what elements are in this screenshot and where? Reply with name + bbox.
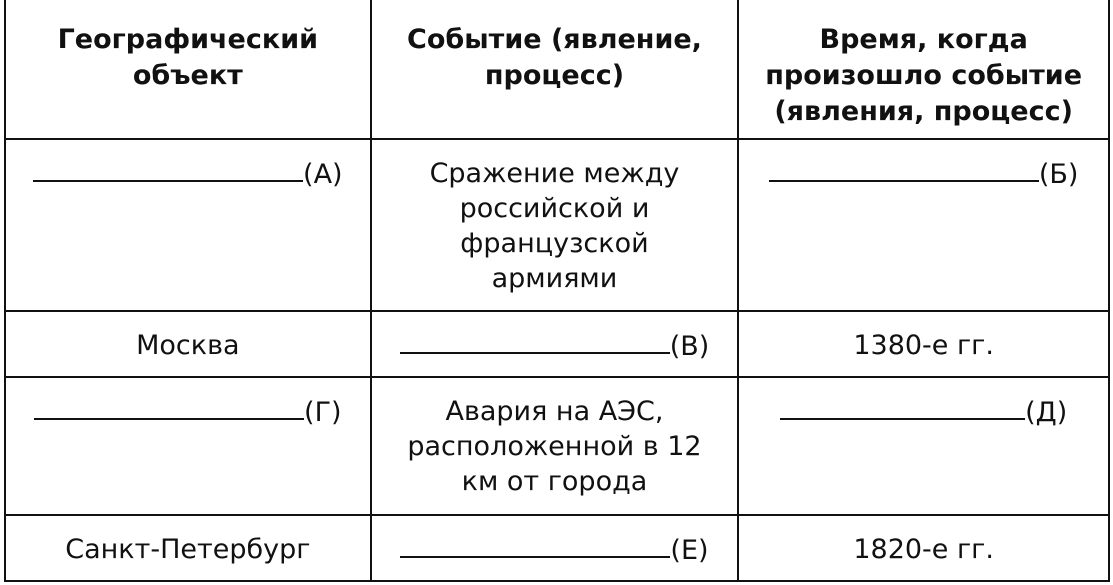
blank-field-e[interactable] — [400, 533, 708, 568]
table-row — [5, 139, 1109, 311]
cell-event-v — [371, 311, 739, 377]
events-table — [4, 0, 1110, 582]
cell-event-3 — [371, 377, 739, 515]
blank-field-a[interactable] — [33, 157, 343, 192]
blank-label-a: (А) — [303, 159, 343, 190]
header-event: Событие (явление, процесс) — [371, 0, 739, 139]
cell-time-4: 1820-е гг. — [738, 515, 1109, 581]
event-text: Авария на АЭС, расположенной в 12 км от города — [407, 396, 702, 497]
blank-label-e: (Е) — [670, 535, 709, 566]
blank-field-g[interactable] — [34, 395, 342, 430]
cell-geo-a — [5, 139, 371, 311]
cell-time-d — [738, 377, 1109, 515]
header-time: Время, когда произошло событие (явления, процесс) — [738, 0, 1109, 139]
cell-event-1 — [371, 139, 739, 311]
cell-geo-g — [5, 377, 371, 515]
blank-label-d: (Д) — [1025, 397, 1068, 428]
blank-line — [33, 180, 303, 182]
blank-label-g: (Г) — [304, 397, 342, 428]
blank-line — [780, 418, 1025, 420]
header-geo-object: Географический объект — [5, 0, 371, 139]
table-row — [5, 311, 1109, 377]
table-row — [5, 515, 1109, 581]
blank-line — [400, 352, 670, 354]
blank-field-v[interactable] — [400, 329, 710, 364]
cell-time-b — [738, 139, 1109, 311]
blank-label-b: (Б) — [1038, 159, 1079, 190]
event-text: Сражение между российской и французской армиями — [429, 158, 680, 294]
blank-line — [400, 556, 670, 558]
cell-geo-2: Москва — [5, 311, 371, 377]
blank-field-b[interactable] — [769, 157, 1079, 192]
cell-geo-4: Санкт-Петербург — [5, 515, 371, 581]
blank-label-v: (В) — [669, 331, 710, 362]
blank-line — [769, 180, 1039, 182]
cell-time-2: 1380-е гг. — [738, 311, 1109, 377]
table-row — [5, 377, 1109, 515]
table-header-row — [5, 0, 1109, 139]
cell-event-e — [371, 515, 739, 581]
blank-field-d[interactable] — [780, 395, 1067, 430]
blank-line — [34, 418, 304, 420]
